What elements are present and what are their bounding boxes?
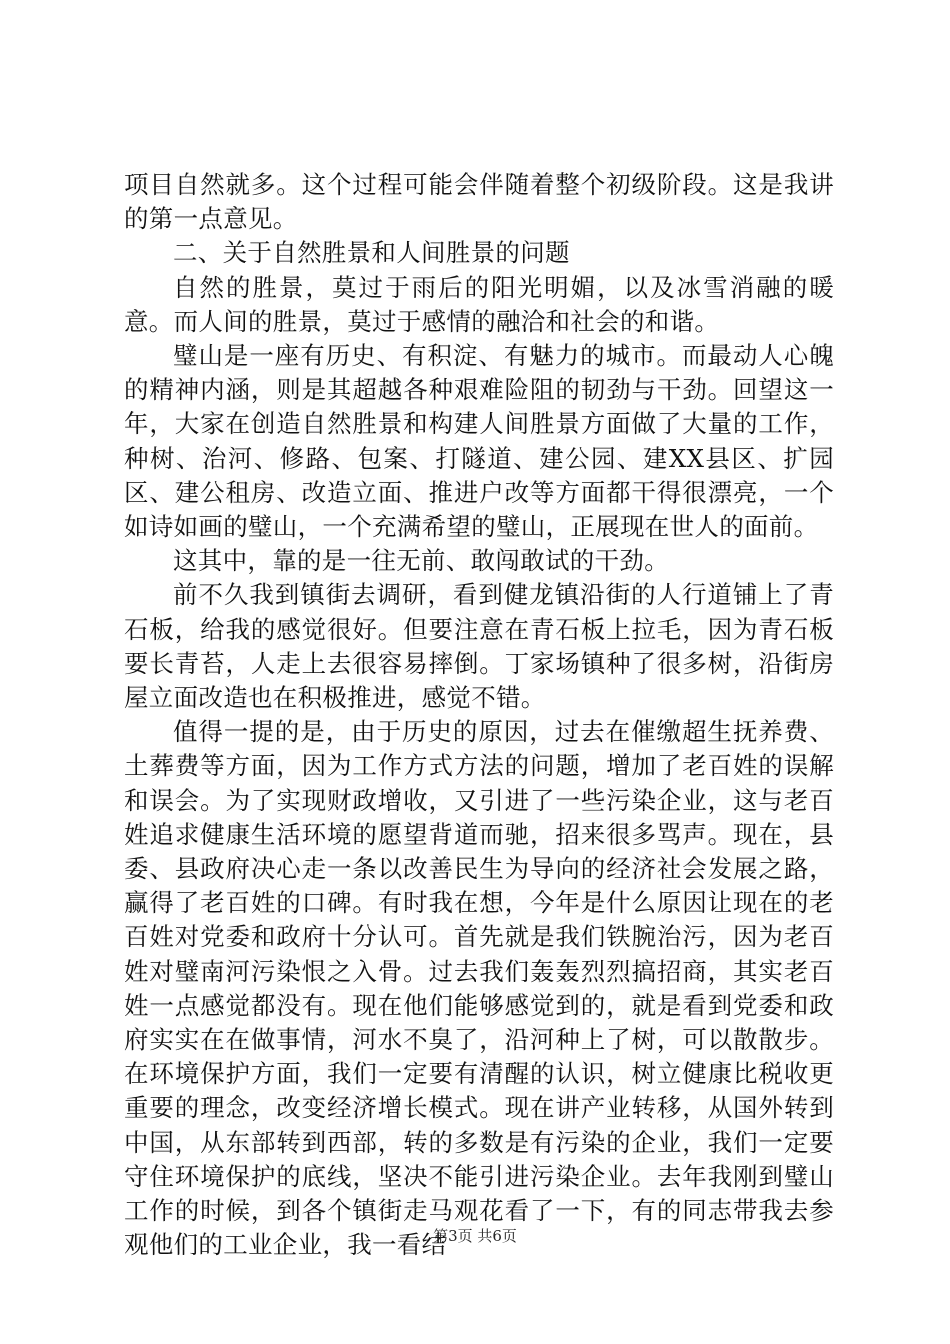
- paragraph: 自然的胜景，莫过于雨后的阳光明媚，以及冰雪消融的暖意。而人间的胜景，莫过于感情的融洽和社会的和谐。: [124, 272, 834, 336]
- paragraph: 值得一提的是，由于历史的原因，过去在催缴超生抚养费、土葬费等方面，因为工作方式方法的问题，增加了老百姓的误解和误会。为了实现财政增收，又引进了一些污染企业，这与老百姓追求健康生活环境的愿望背道而驰，招来很多骂声。现在，县委、县政府决心走一条以改善民生为导向的经济社会发展之路，赢得了老百姓的口碑。有时我在想，今年是什么原因让现在的老百姓对党委和政府十分认可。首先就是我们铁腕治污，因为老百姓对璧南河污染恨之入骨。过去我们轰轰烈烈搞招商，其实老百姓一点感觉都没有。现在他们能够感觉到的，就是看到党委和政府实实在在做事情，河水不臭了，沿河种上了树，可以散散步。在环境保护方面，我们一定要有清醒的认识，树立健康比税收更重要的理念，改变经济增长模式。现在讲产业转移，从国外转到中国，从东部转到西部，转的多数是有污染的企业，我们一定要守住环境保护的底线，坚决不能引进污染企业。去年我刚到璧山工作的时候，到各个镇街走马观花看了一下，有的同志带我去参观他们的工业企业，我一看结: [124, 717, 834, 1260]
- section-heading: 二、关于自然胜景和人间胜景的问题: [173, 238, 570, 268]
- paragraph-continuation: 项目自然就多。这个过程可能会伴随着整个初级阶段。这是我讲的第一点意见。: [124, 170, 834, 234]
- document-body: [124, 168, 834, 1263]
- paragraph: 这其中，靠的是一往无前、敢闯敢试的干劲。: [173, 546, 669, 576]
- paragraph: 前不久我到镇街去调研，看到健龙镇沿街的人行道铺上了青石板，给我的感觉很好。但要注意在青石板上拉毛，因为青石板要长青苔，人走上去很容易摔倒。丁家场镇种了很多树，沿街房屋立面改造也在积极推进，感觉不错。: [124, 580, 834, 713]
- paragraph: 璧山是一座有历史、有积淀、有魅力的城市。而最动人心魄的精神内涵，则是其超越各种艰难险阻的韧劲与干劲。回望这一年，大家在创造自然胜景和构建人间胜景方面做了大量的工作，种树、治河、修路、包案、打隧道、建公园、建XX县区、扩园区、建公租房、改造立面、推进户改等方面都干得很漂亮，一个如诗如画的璧山，一个充满希望的璧山，正展现在世人的面前。: [124, 341, 834, 542]
- page-number-footer: 第3页 共6页: [433, 1227, 517, 1245]
